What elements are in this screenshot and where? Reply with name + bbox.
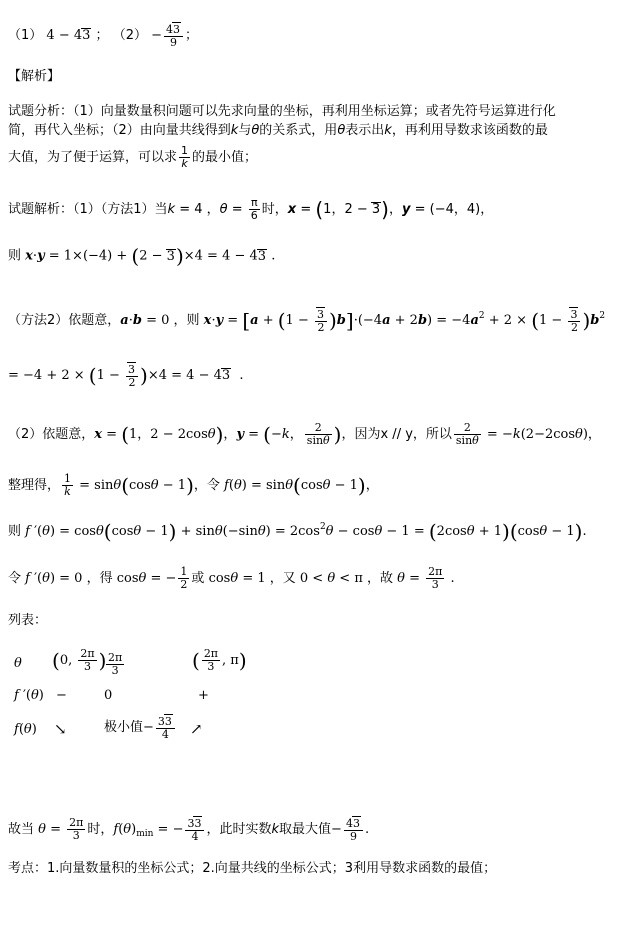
row-fprime-c1: − — [56, 688, 67, 703]
row-f-c1: ↘ — [54, 720, 67, 738]
row-fprime-head: f ′(θ) — [14, 688, 44, 703]
row-theta-head: θ — [14, 656, 22, 671]
analysis-line-2: 简，再代入坐标；（2）由向量共线得到k与θ的关系式，用θ表示出k，再利用导数求该函数的最 — [8, 123, 548, 138]
row-f-head: f(θ) — [14, 722, 37, 737]
answer-p2-label: （2） — [112, 28, 147, 43]
row-theta-c1: (0, $\frac{2\pi}{3}$ ) — [52, 647, 107, 673]
part2-line-4: 令 f ′(θ) = 0 ，得 cosθ = − $\frac{1}{2}$ 或 cosθ = 1 ，又 0 < θ < π ，故 θ = $\frac{2\pi}{3}$ . — [8, 565, 455, 591]
answer-p1-value: 4 − 43 — [46, 28, 91, 43]
row-f-c2: 极小值− $\frac{33}{4}$ — [104, 714, 177, 741]
row-fprime-c3: + — [198, 688, 209, 703]
answer-p1-label: （1） — [8, 28, 43, 43]
table-title: 列表： — [8, 613, 48, 628]
conclusion: 故当 θ = $\frac{2\pi}{3}$ 时，$f(\theta)_{min}$ = − $\frac{33}{4}$ ，此时实数k取最大值− $\frac{43}{9}$ . — [8, 816, 370, 843]
analysis-line-3: 大值，为了便于运算，可以求 $\frac{1}{k}$ 的最小值； — [8, 144, 258, 170]
method2-line-2: = −4 + 2 × (1 − $\frac{3}{2}$ )×4 = 4 − 43 . — [8, 363, 244, 389]
jiexi-heading: 【解析】 — [8, 69, 61, 84]
part2-line-3: 则 f $'(\theta) = \cos\theta(\cos\theta - 1) + \sin\theta(-\sin\theta) = 2\cos^2\theta - \cos\theta - 1 = (2\cos\theta + 1)(\cos\theta - 1)$. — [8, 519, 587, 544]
kaodian: 考点：1.向量数量积的坐标公式；2.向量共线的坐标公式；3利用导数求函数的最值； — [8, 861, 497, 876]
part2-line-2: 整理得， $\frac{1}{k}$ = sinθ(cosθ − 1)，令 f(θ) = sinθ(cosθ − 1)， — [8, 472, 379, 498]
part2-line-1: （2）依题意，x = (1，2 − 2cosθ)，y = (−k， $\frac{2}{\sin\theta}$ )，因为x // y，所以 $\frac{2}{\sin\theta}$ = −k(2−2cosθ)， — [8, 421, 601, 447]
answer-line: （1） 4 − 43 ； （2） − $\frac{43}{9}$ ； — [8, 23, 199, 49]
solution-intro: 试题解析：（1）（方法1）当k = 4 ，θ = $\frac{\pi}{6}$ 时，x = (1，2 − 3)，y = (−4，4)， — [8, 196, 494, 222]
row-f-c3: ↗ — [190, 720, 203, 738]
row-theta-c3: ( $\frac{2\pi}{3}$ , π) — [192, 647, 247, 673]
answer-p2-value: − $\frac{43}{9}$ — [151, 28, 185, 43]
row-theta-c2: $\frac{2\pi}{3}$ — [108, 651, 123, 677]
analysis-line-1: 试题分析：（1）向量数量积问题可以先求向量的坐标，再利用坐标运算；或者先符号运算进行化 — [8, 104, 556, 119]
row-fprime-c2: 0 — [104, 688, 113, 703]
method1-result: 则 x·y = 1×(−4) + (2 − 3)×4 = 4 − 43 . — [8, 244, 276, 268]
method2-line-1: （方法2）依题意，a·b = 0 ，则 x·y = [a + (1 − $\frac{3}{2}$ )$b]\cdot(-4a + 2b) = -4a^2 + 2 \times (1$ − $\frac{3}{2}$ )$b^2$ — [8, 308, 606, 334]
